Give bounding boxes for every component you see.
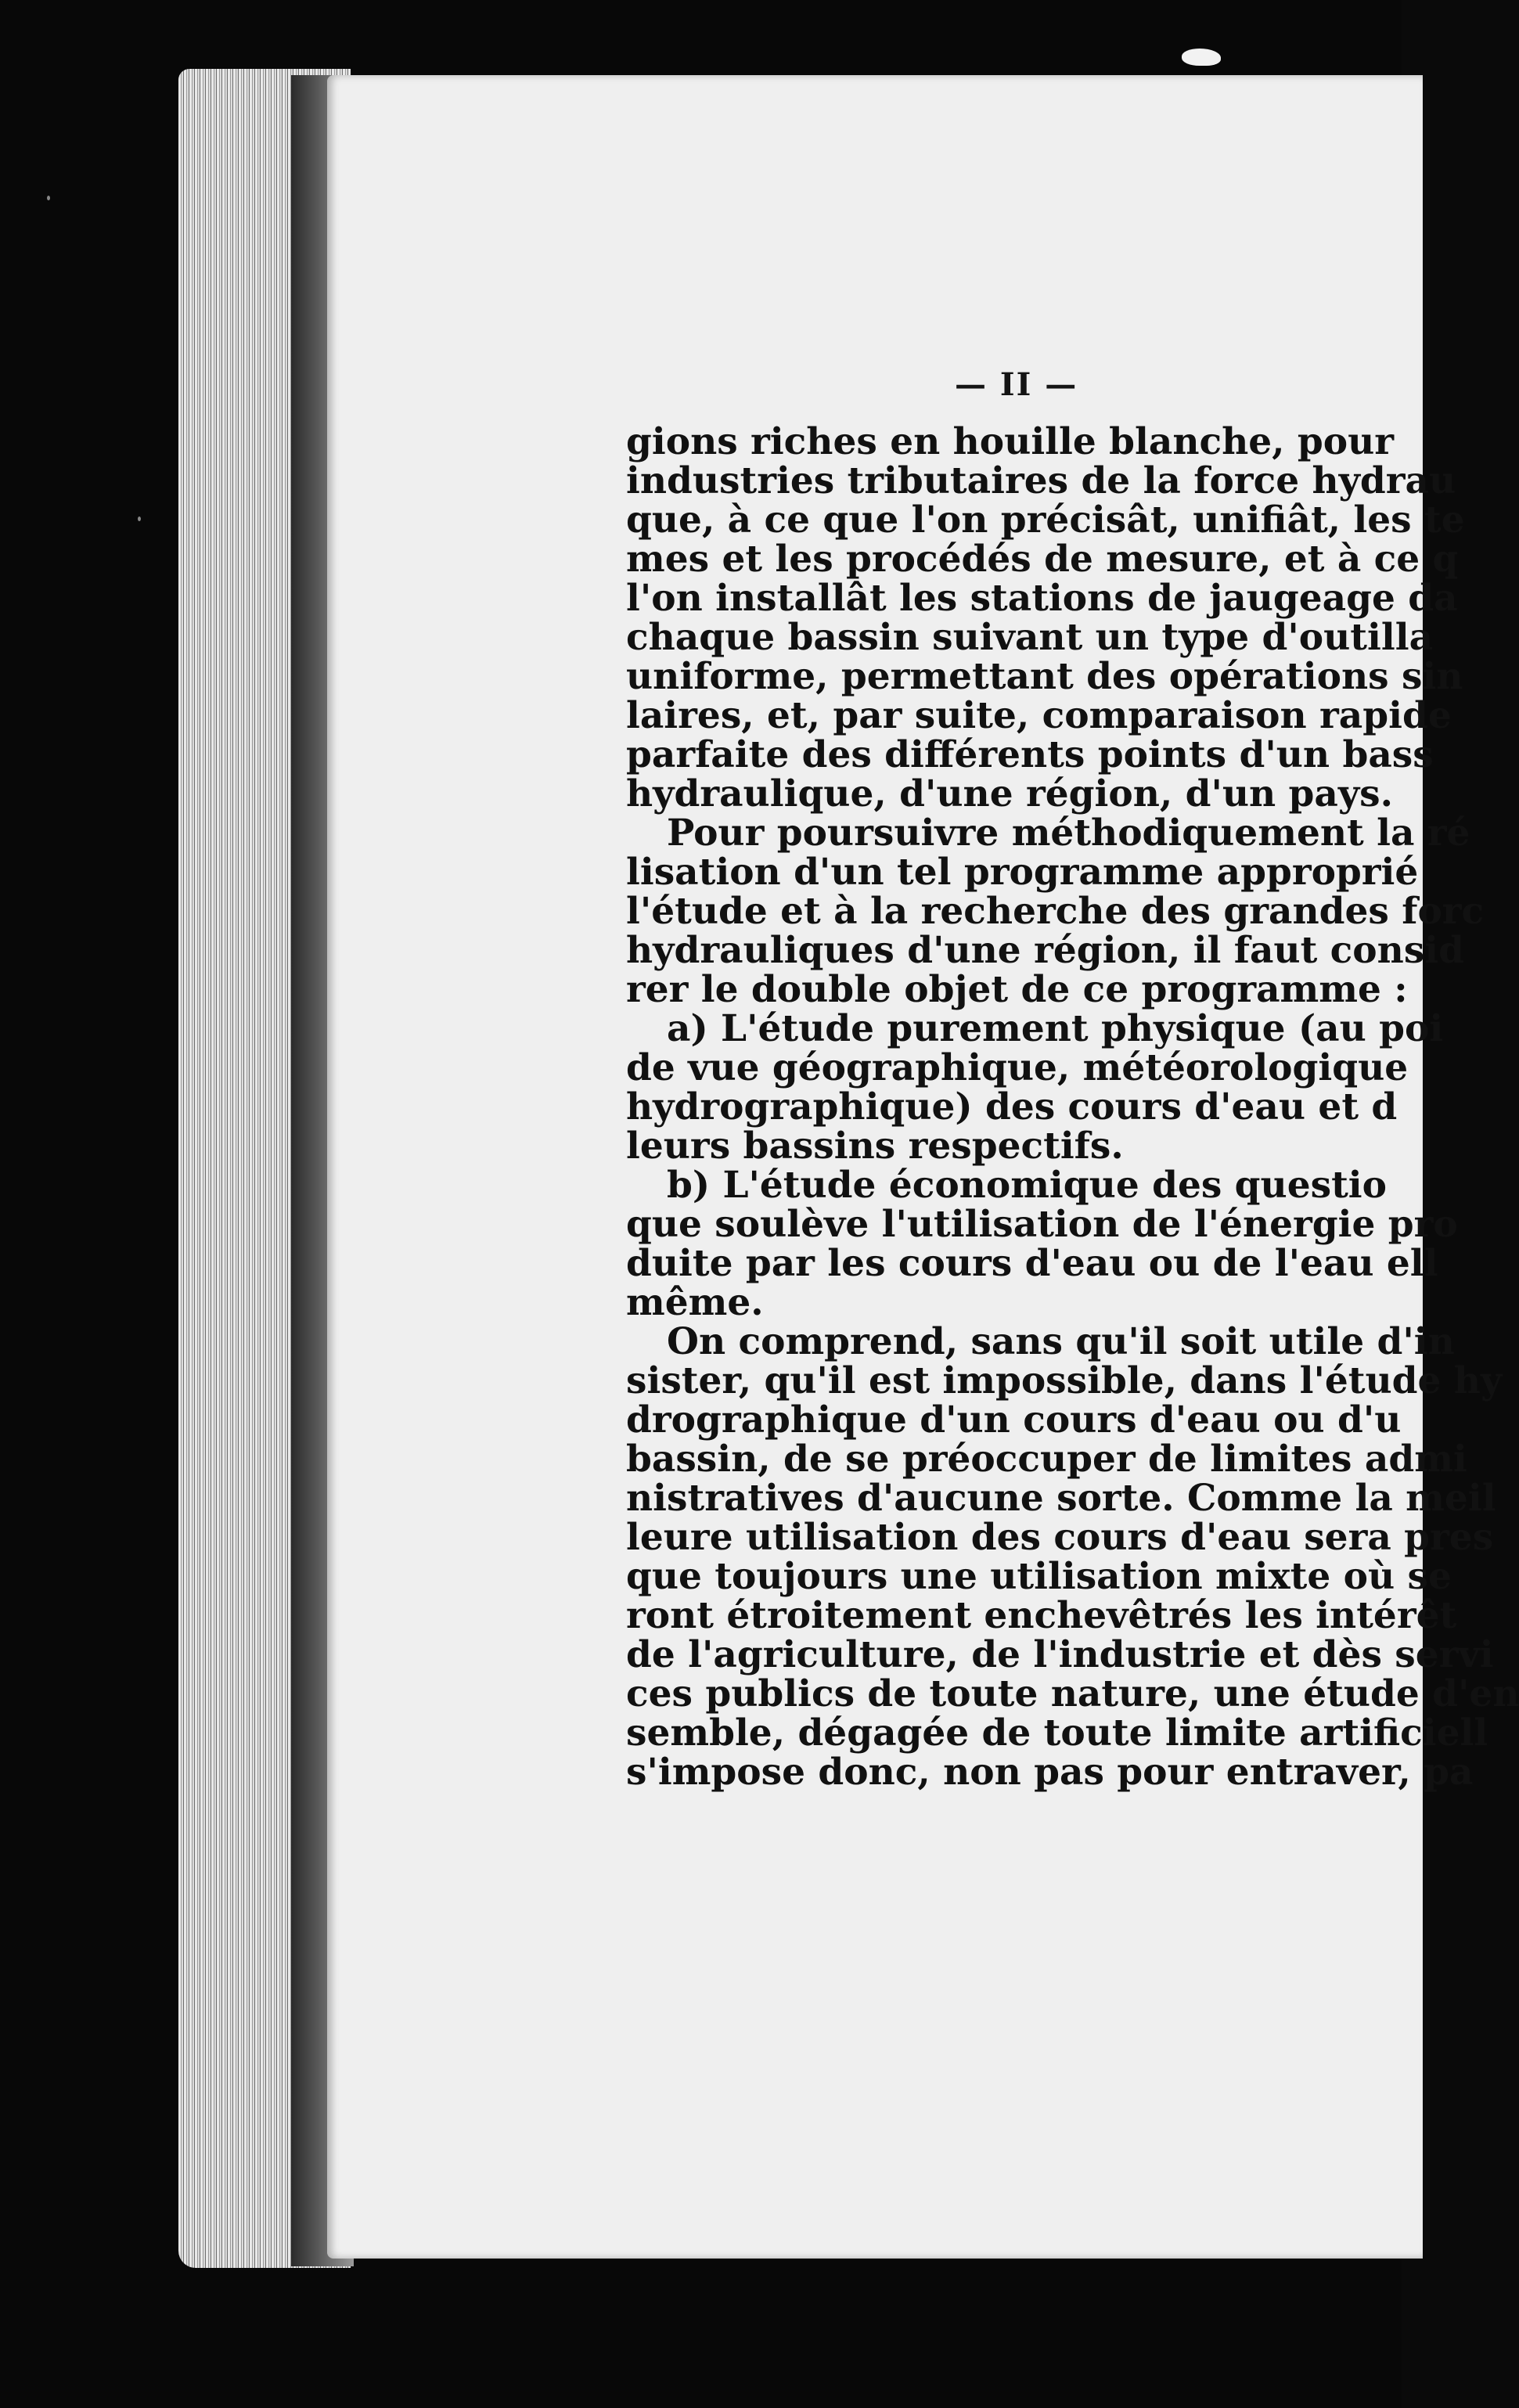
text-line: semble, dégagée de toute limite artificiell [626, 1712, 1488, 1755]
text-line: même. [626, 1281, 764, 1324]
text-line: de l'agriculture, de l'industrie et dès servi [626, 1633, 1494, 1676]
text-line: que, à ce que l'on précisât, unifiât, les te [626, 499, 1465, 542]
text-line: ces publics de toute nature, une étude d'en [626, 1672, 1519, 1715]
dust-speck [47, 196, 50, 200]
text-line: leure utilisation des cours d'eau sera pres [626, 1516, 1494, 1559]
text-line: duite par les cours d'eau ou de l'eau ell [626, 1242, 1438, 1285]
text-line: l'étude et à la recherche des grandes forc [626, 890, 1485, 933]
text-line: industries tributaires de la force hydrau [626, 459, 1456, 502]
dust-mark [1182, 49, 1221, 66]
text-line: On comprend, sans qu'il soit utile d'in [667, 1320, 1455, 1363]
text-line: hydraulique, d'une région, d'un pays. [626, 772, 1394, 815]
text-line: que soulève l'utilisation de l'énergie pro [626, 1203, 1458, 1246]
text-line: leurs bassins respectifs. [626, 1125, 1124, 1168]
text-line: parfaite des différents points d'un bass [626, 733, 1434, 776]
text-line: Pour poursuivre méthodiquement la ré [667, 812, 1470, 855]
text-line: gions riches en houille blanche, pour [626, 420, 1395, 463]
text-line: mes et les procédés de mesure, et à ce q [626, 538, 1459, 581]
text-line: hydrauliques d'une région, il faut consid [626, 929, 1464, 972]
text-line: rer le double objet de ce programme : [626, 968, 1408, 1011]
text-line: lisation d'un tel programme approprié [626, 851, 1419, 894]
text-line: nistratives d'aucune sorte. Comme la meil [626, 1477, 1496, 1520]
page-number: — II — [955, 366, 1078, 403]
text-line: s'impose donc, non pas pour entraver, pa [626, 1751, 1474, 1794]
text-line: chaque bassin suivant un type d'outilla [626, 616, 1434, 659]
text-line: hydrographique) des cours d'eau et d [626, 1085, 1398, 1128]
text-line: que toujours une utilisation mixte où se [626, 1555, 1452, 1598]
text-line: bassin, de se préoccuper de limites admi [626, 1438, 1467, 1481]
text-line: drographique d'un cours d'eau ou d'u [626, 1398, 1402, 1442]
text-line: ront étroitement enchevêtrés les intérêt [626, 1594, 1457, 1637]
text-line: de vue géographique, météorologique [626, 1046, 1409, 1089]
page-text-block [626, 420, 1519, 1794]
text-line: a) L'étude purement physique (au poi [667, 1007, 1444, 1050]
text-line: b) L'étude économique des questio [667, 1164, 1387, 1207]
text-line: uniforme, permettant des opérations sin [626, 655, 1463, 698]
dust-speck [138, 517, 141, 521]
text-line: sister, qu'il est impossible, dans l'étude hy [626, 1359, 1503, 1402]
text-line: laires, et, par suite, comparaison rapide [626, 694, 1452, 737]
text-line: l'on installât les stations de jaugeage da [626, 577, 1458, 620]
